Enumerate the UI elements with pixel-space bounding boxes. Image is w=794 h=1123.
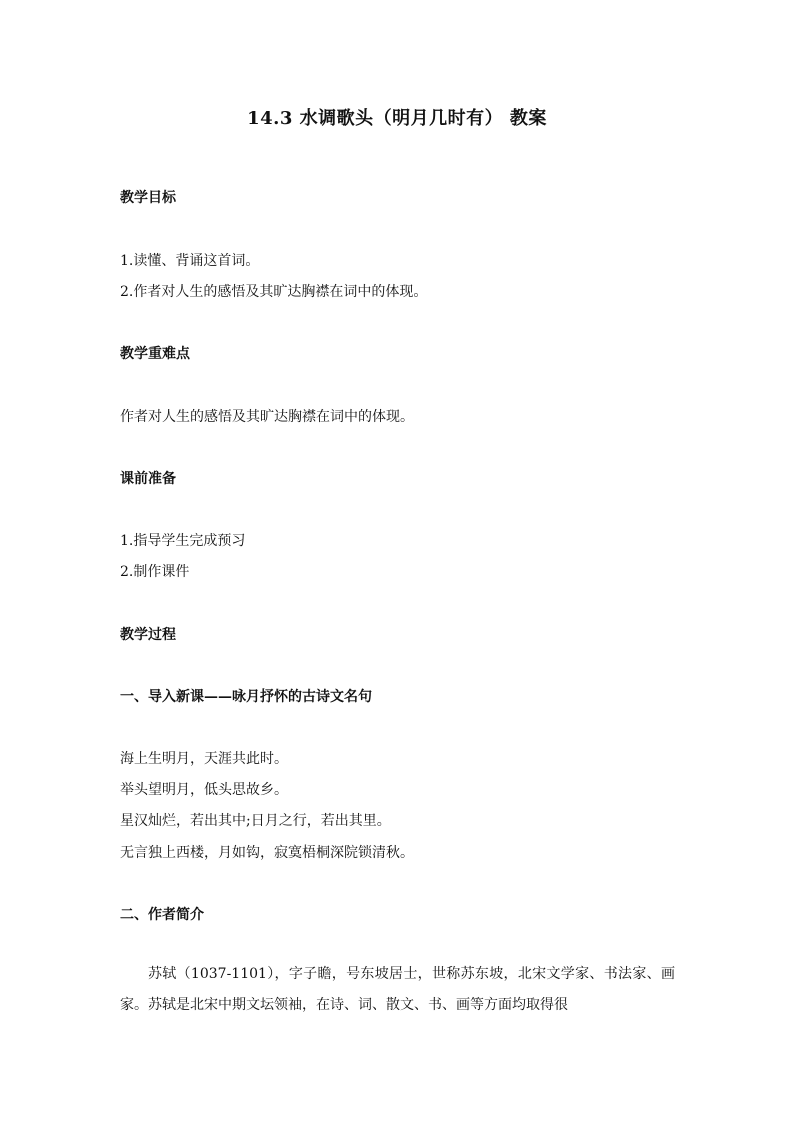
- section-heading-key-points: 教学重难点: [120, 346, 190, 362]
- section-heading-preparation: 课前准备: [120, 471, 176, 487]
- objective-item: 2.作者对人生的感悟及其旷达胸襟在词中的体现。: [120, 284, 428, 300]
- preparation-item: 1.指导学生完成预习: [120, 533, 246, 549]
- poem-line: 星汉灿烂，若出其中;日月之行，若出其里。: [120, 813, 391, 829]
- section-heading-objectives: 教学目标: [120, 190, 176, 206]
- poem-line: 无言独上西楼，月如钩，寂寞梧桐深院锁清秋。: [120, 845, 414, 861]
- section-heading-author: 二、作者简介: [120, 907, 204, 923]
- page-title: 14.3 水调歌头（明月几时有） 教案: [247, 108, 547, 129]
- objective-item: 1.读懂、背诵这首词。: [120, 253, 260, 269]
- section-heading-intro: 一、导入新课——咏月抒怀的古诗文名句: [120, 689, 372, 705]
- key-points-text: 作者对人生的感悟及其旷达胸襟在词中的体现。: [120, 409, 414, 425]
- poem-line: 举头望明月，低头思故乡。: [120, 782, 288, 798]
- section-heading-process: 教学过程: [120, 627, 176, 643]
- author-paragraph: 苏轼（1037-1101），字子瞻，号东坡居士，世称苏东坡，北宋文学家、书法家、画家。苏轼是北宋中期文坛领袖，在诗、词、散文、书、画等方面均取得很: [120, 966, 675, 1013]
- poem-line: 海上生明月，天涯共此时。: [120, 751, 288, 767]
- preparation-item: 2.制作课件: [120, 564, 190, 580]
